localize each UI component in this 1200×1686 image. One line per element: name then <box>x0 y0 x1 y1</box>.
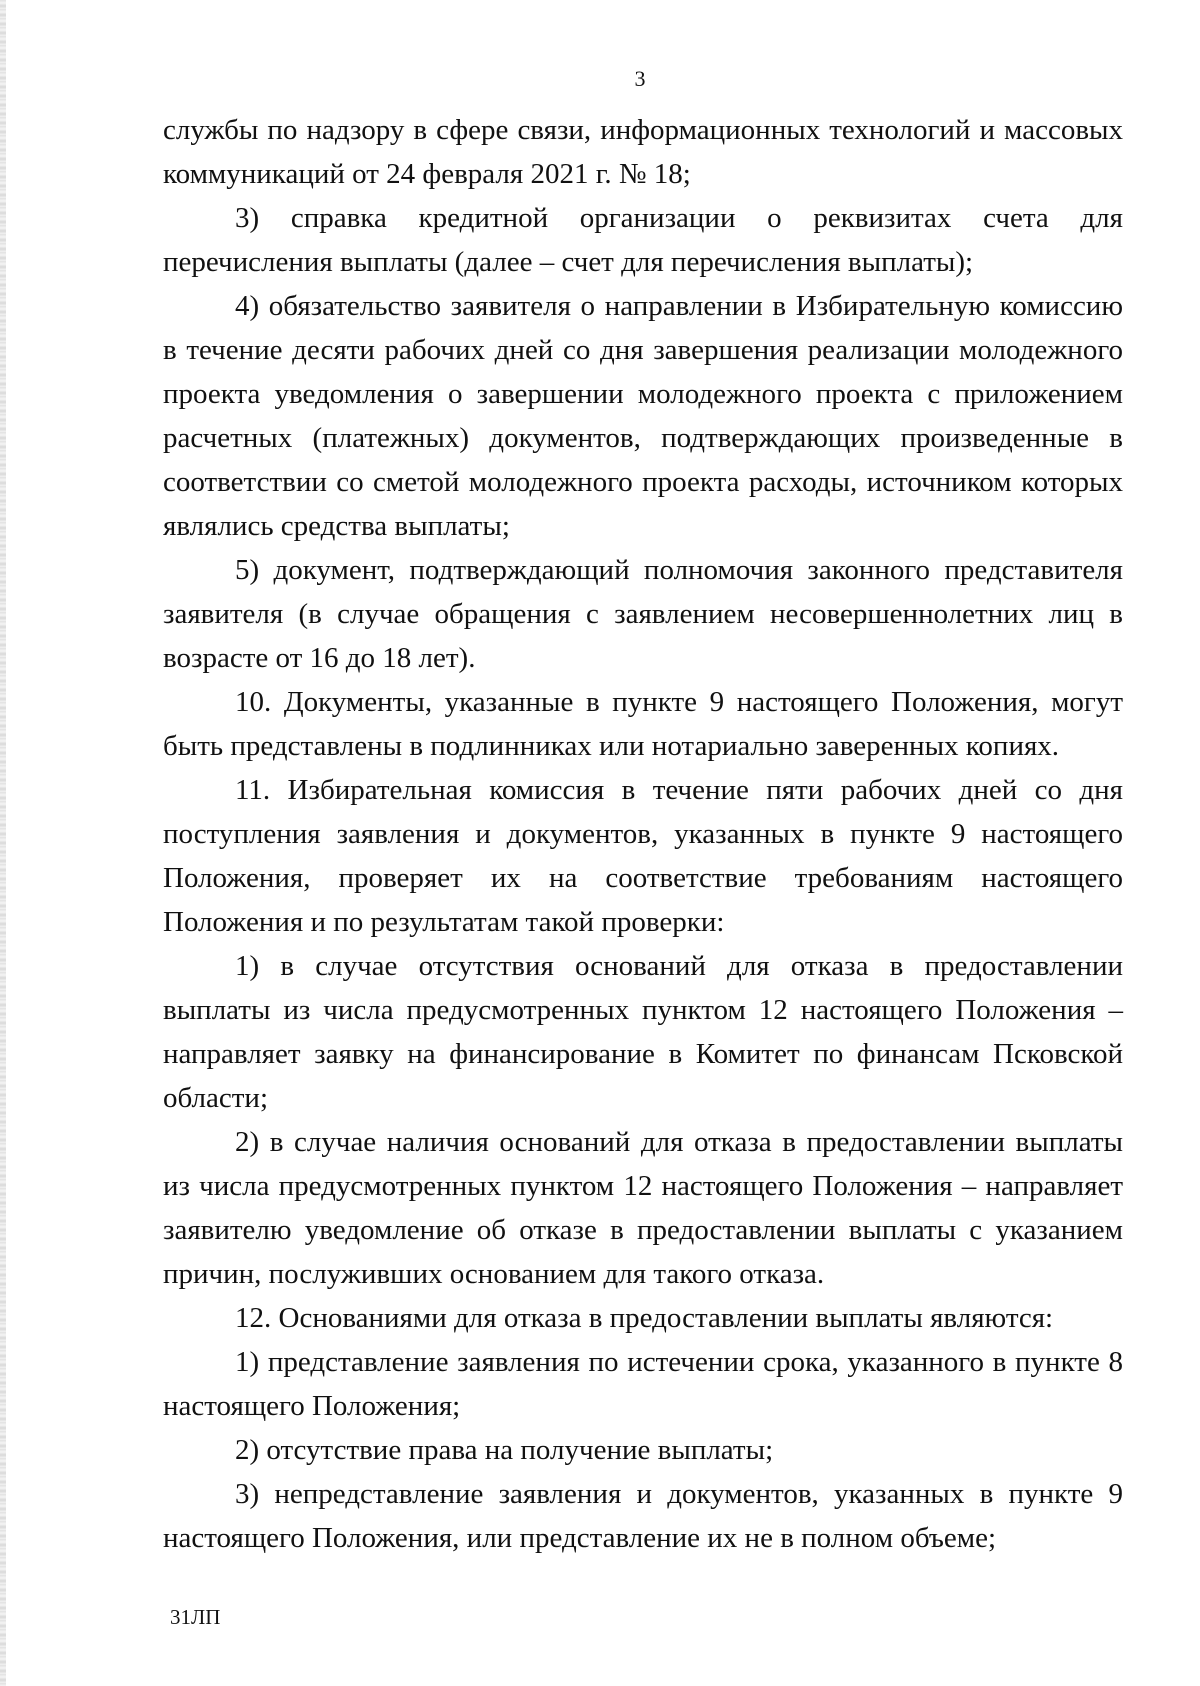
paragraph-clause-11: 11. Избирательная комиссия в течение пяти рабочих дней со дня поступления заявления и документов, указанных в пункте 9 настоящего Положения, проверяет их на соответствие требованиям настоящего Положения и по результатам такой проверки: <box>163 774 1123 938</box>
page-number: 3 <box>634 66 646 91</box>
paragraph-clause-10: 10. Документы, указанные в пункте 9 настоящего Положения, могут быть представлены в подлинниках или нотариально заверенных копиях. <box>163 686 1123 762</box>
paragraph-clause-12-item-1: 1) представление заявления по истечении срока, указанного в пункте 8 настоящего Положения; <box>163 1346 1123 1422</box>
paragraph-clause-12: 12. Основаниями для отказа в предоставлении выплаты являются: <box>235 1302 1054 1334</box>
paragraph-clause-11-item-2: 2) в случае наличия оснований для отказа в предоставлении выплаты из числа предусмотренных пунктом 12 настоящего Положения – направляет заявителю уведомление об отказе в предоставлении выплаты с указанием причин, послуживших основанием для такого отказа. <box>163 1126 1123 1290</box>
paragraph-clause-11-item-1: 1) в случае отсутствия оснований для отказа в предоставлении выплаты из числа предусмотренных пунктом 12 настоящего Положения – направляет заявку на финансирование в Комитет по финансам Псковской области; <box>163 950 1123 1114</box>
paragraph-item-5: 5) документ, подтверждающий полномочия законного представителя заявителя (в случае обращения с заявлением несовершеннолетних лиц в возрасте от 16 до 18 лет). <box>163 554 1123 674</box>
paragraph-clause-12-item-2: 2) отсутствие права на получение выплаты; <box>235 1434 774 1466</box>
paragraph-item-3: 3) справка кредитной организации о реквизитах счета для перечисления выплаты (далее – счет для перечисления выплаты); <box>163 202 1123 278</box>
document-body <box>163 108 1123 1560</box>
paragraph-clause-12-item-3: 3) непредставление заявления и документов, указанных в пункте 9 настоящего Положения, или представление их не в полном объеме; <box>163 1478 1123 1554</box>
footer-code: 31ЛП <box>170 1605 221 1629</box>
paragraph-item-4: 4) обязательство заявителя о направлении в Избирательную комиссию в течение десяти рабочих дней со дня завершения реализации молодежного проекта уведомления о завершении молодежного проекта с приложением расчетных (платежных) документов, подтверждающих произведенные в соответствии со сметой молодежного проекта расходы, источником которых являлись средства выплаты; <box>163 290 1123 542</box>
paragraph-continuation: службы по надзору в сфере связи, информационных технологий и массовых коммуникаций от 24 февраля 2021 г. № 18; <box>163 114 1123 190</box>
scan-edge-artifact <box>0 0 6 1686</box>
